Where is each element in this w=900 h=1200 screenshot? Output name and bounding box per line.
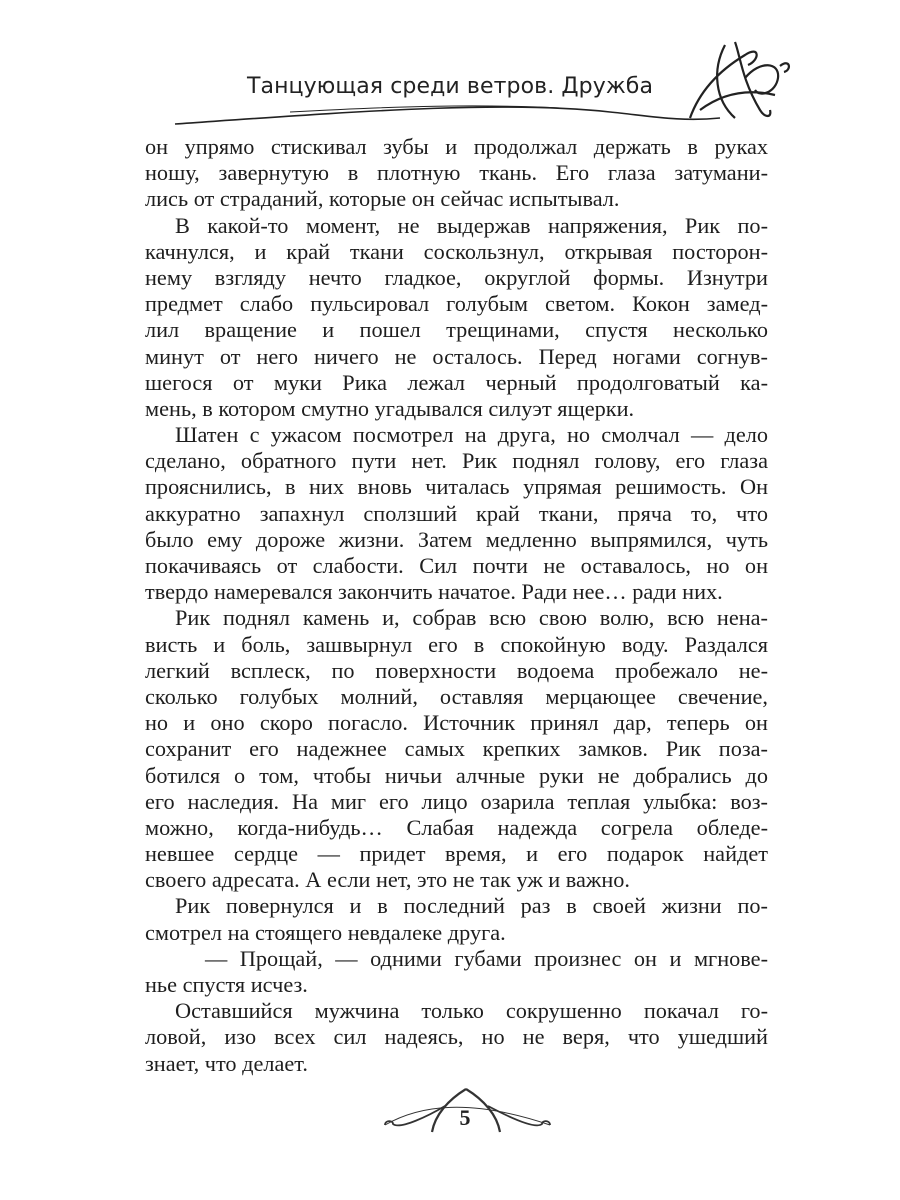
text-line: висть и боль, зашвырнул его в спокойную воду. Раздался	[145, 631, 768, 657]
header-swoosh-ornament	[175, 106, 720, 124]
text-line: нье спустя исчез.	[145, 972, 308, 997]
text-line: лил вращение и пошел трещинами, спустя несколько	[145, 317, 768, 343]
text-line: Шатен с ужасом посмотрел на друга, но смолчал — дело	[175, 422, 768, 448]
paragraph	[145, 213, 768, 423]
text-line: В какой-то момент, не выдержав напряжения, Рик по-	[175, 212, 768, 238]
text-line: аккуратно запахнул сползший край ткани, пряча то, что	[145, 500, 768, 526]
paragraph	[145, 605, 768, 893]
text-line: невшее сердце — придет время, и его подарок найдет	[145, 841, 768, 867]
text-line: шегося от муки Рика лежал черный продолговатый ка-	[145, 369, 768, 395]
text-line: своего адресата. А если нет, это не так уж и важно.	[145, 867, 630, 893]
text-line: смотрел на стоящего невдалеке друга.	[145, 919, 506, 945]
text-line: ношу, завернутую в плотную ткань. Его глаза затумани-	[145, 160, 768, 186]
text-line: сохранит его надежнее самых крепких замков. Рик поза-	[145, 736, 768, 762]
paragraph	[145, 893, 768, 945]
text-line: прояснились, в них вновь читалась упрямая решимость. Он	[145, 474, 768, 500]
paragraph	[145, 422, 768, 605]
text-line: знает, что делает.	[145, 1050, 308, 1076]
text-line: его наследия. На миг его лицо озарила теплая улыбка: воз-	[145, 788, 768, 814]
text-line: было ему дороже жизни. Затем медленно выпрямился, чуть	[145, 526, 768, 552]
text-line: — Прощай, — одними губами произнес он и мгнове-	[205, 945, 768, 971]
text-line: мень, в котором смутно угадывался силуэт ящерки.	[145, 395, 635, 421]
text-line: но и оно скоро погасло. Источник принял дар, теперь он	[145, 710, 768, 736]
text-line: твердо намеревался закончить начатое. Ради нее… ради них.	[145, 579, 723, 605]
text-line: сколько голубых молний, оставляя мерцающее свечение,	[145, 683, 768, 709]
paragraph	[145, 134, 768, 213]
text-line: минут от него ничего не осталось. Перед ногами согнув-	[145, 343, 768, 369]
text-line: Оставшийся мужчина только сокрушенно покачал го-	[175, 998, 768, 1024]
text-line: можно, когда-нибудь… Слабая надежда согрела обледе-	[145, 814, 768, 840]
text-line: нему взгляду нечто гладкое, округлой формы. Изнутри	[145, 264, 768, 290]
text-line: покачиваясь от слабости. Сил почти не оставалось, но он	[145, 553, 768, 578]
running-title: Танцующая среди ветров. Дружба	[246, 74, 654, 99]
body-text	[145, 134, 768, 1077]
paragraph	[145, 946, 768, 998]
text-line: качнулся, и край ткани соскользнул, открывая посторон-	[145, 238, 768, 264]
text-line: легкий всплеск, по поверхности водоема пробежало не-	[145, 657, 768, 683]
text-line: Рик повернулся и в последний раз в своей жизни по-	[175, 893, 768, 919]
text-line: предмет слабо пульсировал голубым светом. Кокон замед-	[145, 291, 768, 317]
text-line: сделано, обратного пути нет. Рик поднял голову, его глаза	[145, 448, 768, 474]
paragraph	[145, 998, 768, 1077]
text-line: ботился о том, чтобы ничьи алчные руки не добрались до	[145, 762, 768, 788]
text-line: ловой, изо всех сил надеясь, но не веря, что ушедший	[145, 1024, 768, 1050]
page-number: 5	[459, 1105, 471, 1130]
text-line: лись от страданий, которые он сейчас испытывал.	[145, 186, 620, 212]
text-line: он упрямо стискивал зубы и продолжал держать в руках	[145, 134, 768, 159]
text-line: Рик поднял камень и, собрав всю свою волю, всю нена-	[175, 605, 768, 631]
